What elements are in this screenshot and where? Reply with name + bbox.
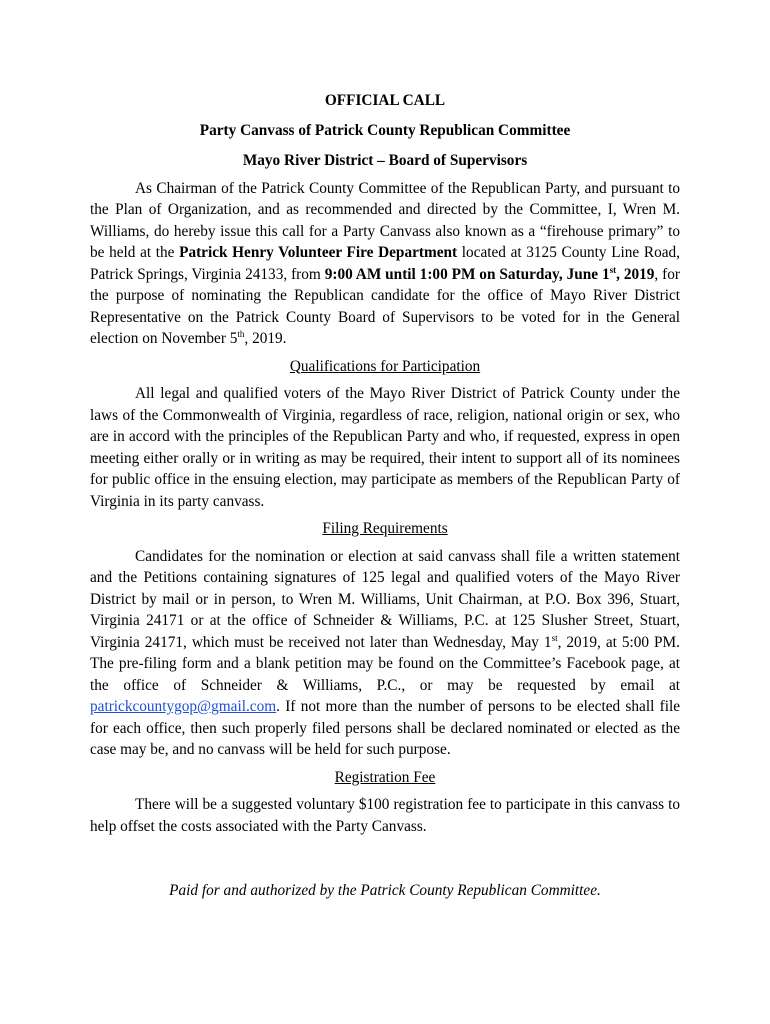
document-title: OFFICIAL CALL (324, 92, 446, 109)
qualifications-paragraph: All legal and qualified voters of the Mayo River District of Patrick County under the laws of the Commonwealth of Virginia, regardless of race, religion, national origin or sex, who are in accord with the principles of the Republican Party and who, if requested, express in open meeting either orally or in writing as may be required, their intent to support all of its nominees for public office in the ensuing election, may participate as members of the Republican Party of Virginia in its party canvass. (90, 385, 680, 510)
canvass-time (325, 266, 655, 283)
fee-heading: Registration Fee (334, 768, 436, 786)
filing-text-1: Candidates for the nomination or election at said canvass shall file a written statement and the Petitions containing signatures of 125 legal and qualified voters of the Mayo River District by mail or in person, to Wren M. Williams, Unit Chairman, at P.O. Box 396, Stuart, Virginia 24171 or at the office of Schneider & Williams, P.C. at 125 Slusher Street, Stuart, Virginia 24171, which must be received not later than Wednesday, May 1 (90, 547, 680, 651)
filing-text-2: , 2019, at 5:00 PM. The pre-filing form and a blank petition may be found on the Committee’s Facebook page, at the office of Schneider & Williams, P.C., or may be requested by email at (90, 633, 680, 694)
canvass-time-a: 9:00 AM until 1:00 PM on Saturday, June 1 (324, 265, 610, 283)
election-date-suffix: th (237, 328, 245, 339)
intro-text-4: , 2019. (244, 330, 287, 347)
intro-text-3: , for the purpose of nominating the Republican candidate for the office of Mayo River District Representative on the Patrick County Board of Supervisors to be voted for in the General election on November 5 (90, 265, 680, 347)
deadline-date-suffix: st (551, 632, 558, 643)
filing-text-3: . If not more than the number of persons to be elected shall file for each office, then such properly filed persons shall be declared nominated or elected as the case may be, and no canvass will be held for such purpose. (90, 698, 680, 758)
email-link[interactable]: patrickcountygop@gmail.com (90, 698, 277, 715)
canvass-date-suffix: st (609, 264, 617, 275)
fee-paragraph: There will be a suggested voluntary $100 registration fee to participate in this canvass to help offset the costs associated with the Party Canvass. (90, 796, 680, 835)
paid-for-notice: Paid for and authorized by the Patrick County Republican Committee. (169, 882, 601, 899)
filing-paragraph (90, 546, 680, 761)
intro-text-2: located at 3125 County Line Road, Patrick Springs, Virginia 24133, from (90, 244, 680, 283)
canvass-time-b: , 2019 (616, 265, 655, 283)
document-subtitle: Party Canvass of Patrick County Republican Committee (199, 122, 571, 139)
intro-paragraph (90, 178, 680, 350)
intro-text-1: As Chairman of the Patrick County Committee of the Republican Party, and pursuant to the Plan of Organization, and as recommended and directed by the Committee, I, Wren M. Williams, do hereby issue this call for a Party Canvass also known as a “firehouse primary” to be held at the (90, 179, 680, 261)
document-page (90, 90, 680, 902)
filing-heading: Filing Requirements (322, 520, 448, 537)
qualifications-heading: Qualifications for Participation (289, 357, 481, 375)
district-heading: Mayo River District – Board of Supervisors (242, 152, 528, 169)
venue-name: Patrick Henry Volunteer Fire Department (179, 244, 458, 261)
